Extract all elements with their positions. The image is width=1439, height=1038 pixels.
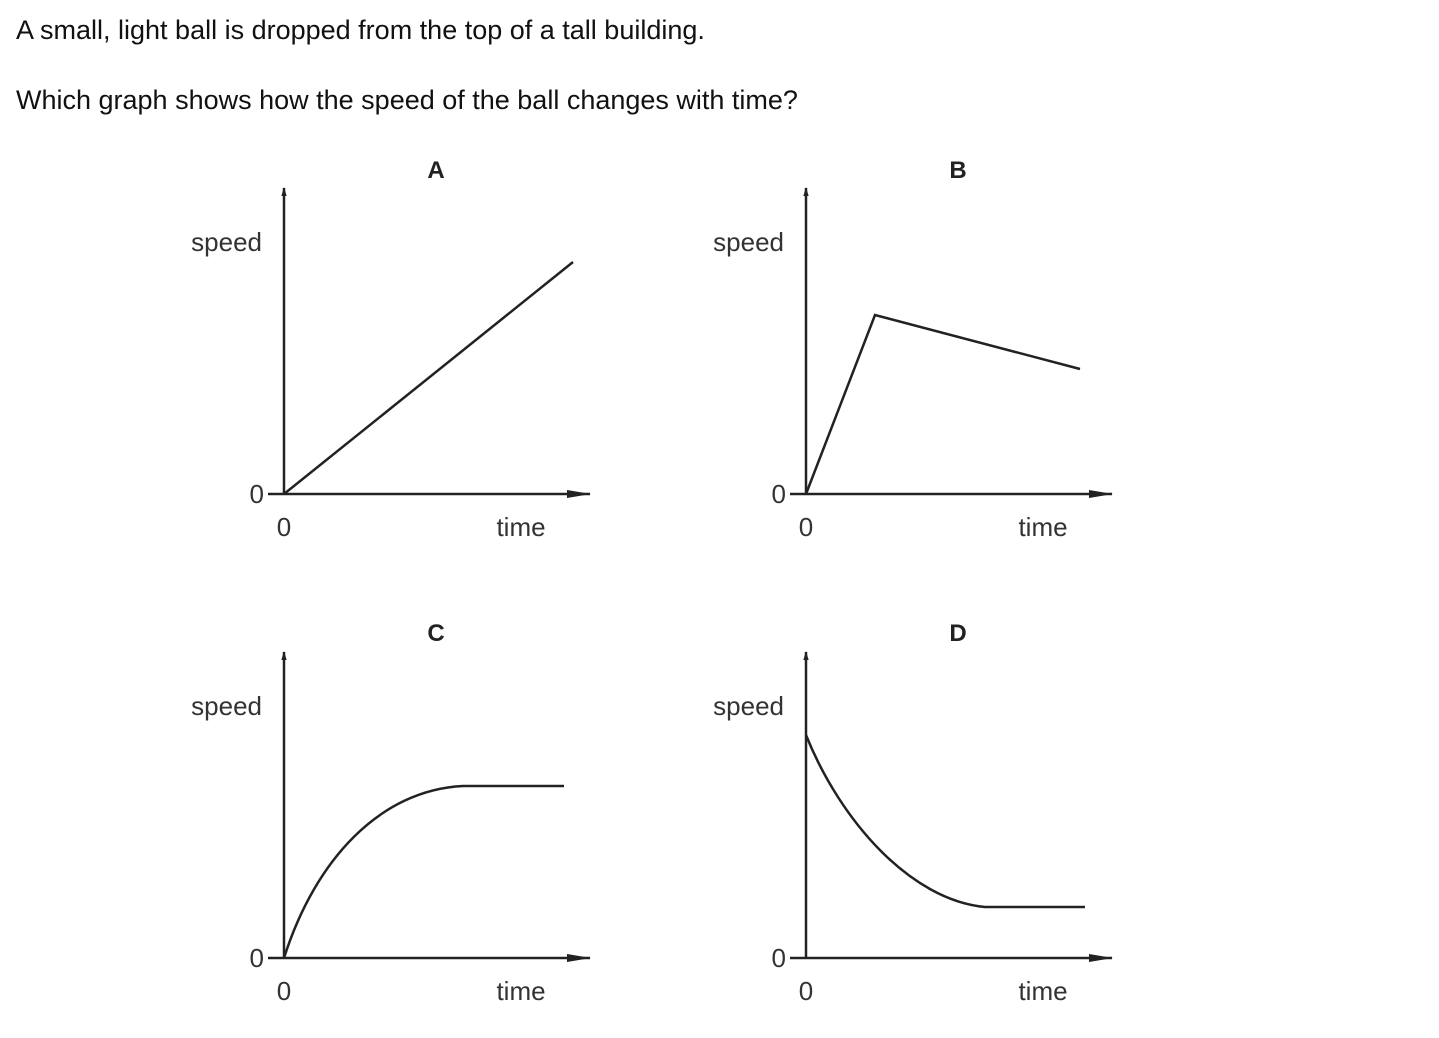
speed-curve-d [806, 735, 1085, 907]
speed-curve-b [806, 315, 1080, 494]
x-origin-label-b: 0 [798, 512, 814, 542]
option-label-c: C [427, 620, 445, 647]
y-axis-label-d: speed [713, 691, 784, 721]
graph-d[interactable] [713, 620, 1112, 1006]
y-axis-label-a: speed [191, 227, 262, 257]
x-axis-label-a: time [496, 512, 546, 542]
x-axis-label-d: time [1018, 976, 1068, 1006]
y-axis-label-c: speed [191, 691, 262, 721]
speed-curve-a [284, 262, 573, 494]
x-origin-label-a: 0 [276, 512, 292, 542]
x-origin-label-d: 0 [798, 976, 814, 1006]
y-origin-label-d: 0 [771, 943, 786, 973]
y-origin-label-c: 0 [249, 943, 264, 973]
y-axis-label-b: speed [713, 227, 784, 257]
x-origin-label-c: 0 [276, 976, 292, 1006]
x-axis-label-c: time [496, 976, 546, 1006]
option-label-a: A [427, 157, 445, 184]
y-origin-label-b: 0 [771, 479, 786, 509]
question-stem: A small, light ball is dropped from the top of a tall building. [16, 15, 705, 45]
question-prompt: Which graph shows how the speed of the ball changes with time? [16, 85, 798, 115]
x-axis-label-b: time [1018, 512, 1068, 542]
option-label-b: B [949, 157, 967, 184]
option-label-d: D [949, 620, 967, 647]
y-origin-label-a: 0 [249, 479, 264, 509]
speed-curve-c [284, 786, 564, 958]
graph-a[interactable] [191, 157, 590, 542]
graph-c[interactable] [191, 620, 590, 1006]
graph-b[interactable] [713, 157, 1112, 542]
